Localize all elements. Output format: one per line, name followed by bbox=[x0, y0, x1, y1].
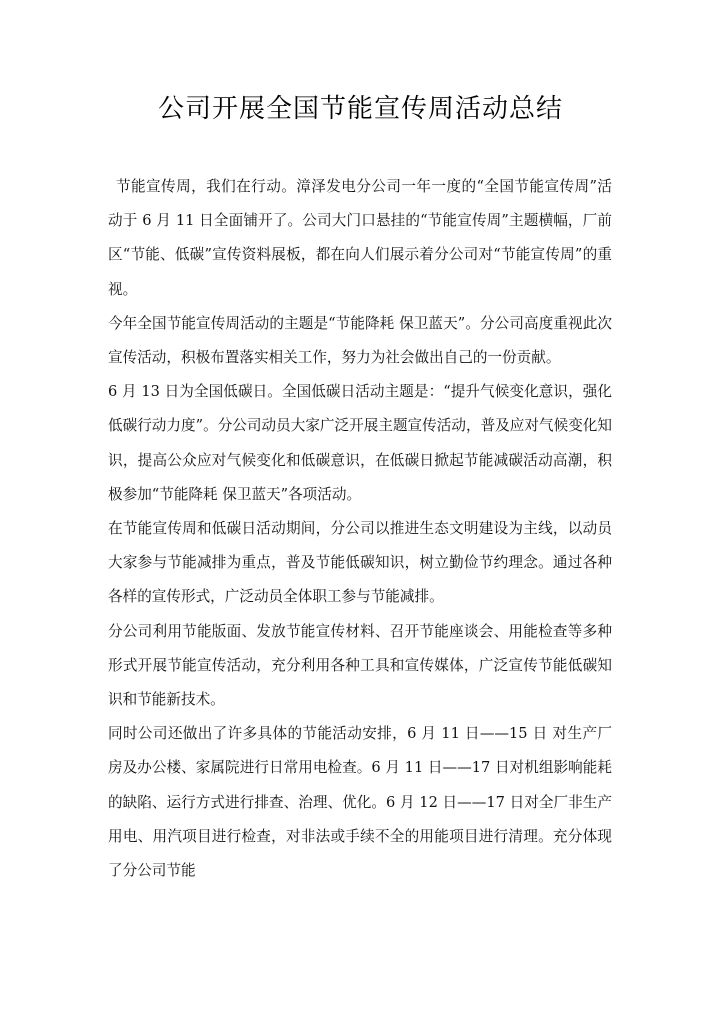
paragraph-promotion-methods: 分公司利用节能版面、发放节能宣传材料、召开节能座谈会、用能检查等多种形式开展节能宣传活动，充分利用各种工具和宣传媒体，广泛宣传节能低碳知识和节能新技术。 bbox=[108, 622, 612, 709]
paragraph-low-carbon-day: 6 月 13 日为全国低碳日。全国低碳日活动主题是：“提升气候变化意识，强化低碳行动力度”。分公司动员大家广泛开展主题宣传活动，普及应对气候变化知识，提高公众应对气候变化和低碳意识，在低碳日掀起节能减碳活动高潮，积极参加“节能降耗 保卫蓝天”各项活动。 bbox=[108, 383, 612, 503]
document-title: 公司开展全国节能宣传周活动总结 bbox=[157, 94, 563, 124]
paragraph-schedule: 同时公司还做出了许多具体的节能活动安排，6 月 11 日——15 日 对生产厂房及办公楼、家属院进行日常用电检查。6 月 11 日——17 日对机组影响能耗的缺陷、运行方式进行排查、治理、优化。6 月 12 日——17 日对全厂非生产用电、用汽项目进行检查，对非法或手续不全的用能项目进行清理。充分体现了分公司节能 bbox=[108, 725, 612, 880]
document-body bbox=[108, 170, 612, 888]
paragraph-activity-period: 在节能宣传周和低碳日活动期间，分公司以推进生态文明建设为主线，以动员大家参与节能减排为重点，普及节能低碳知识，树立勤俭节约理念。通过各种各样的宣传形式，广泛动员全体职工参与节能减排。 bbox=[108, 520, 612, 606]
paragraph-intro: 节能宣传周，我们在行动。漳泽发电分公司一年一度的“全国节能宣传周”活动于 6 月 11 日全面铺开了。公司大门口悬挂的“节能宣传周”主题横幅，厂前区“节能、低碳”宣传资料展板，都在向人们展示着分公司对“节能宣传周”的重视。 bbox=[108, 178, 612, 298]
paragraph-theme: 今年全国节能宣传周活动的主题是“节能降耗 保卫蓝天”。分公司高度重视此次宣传活动，积极布置落实相关工作，努力为社会做出自己的一份贡献。 bbox=[108, 314, 612, 367]
